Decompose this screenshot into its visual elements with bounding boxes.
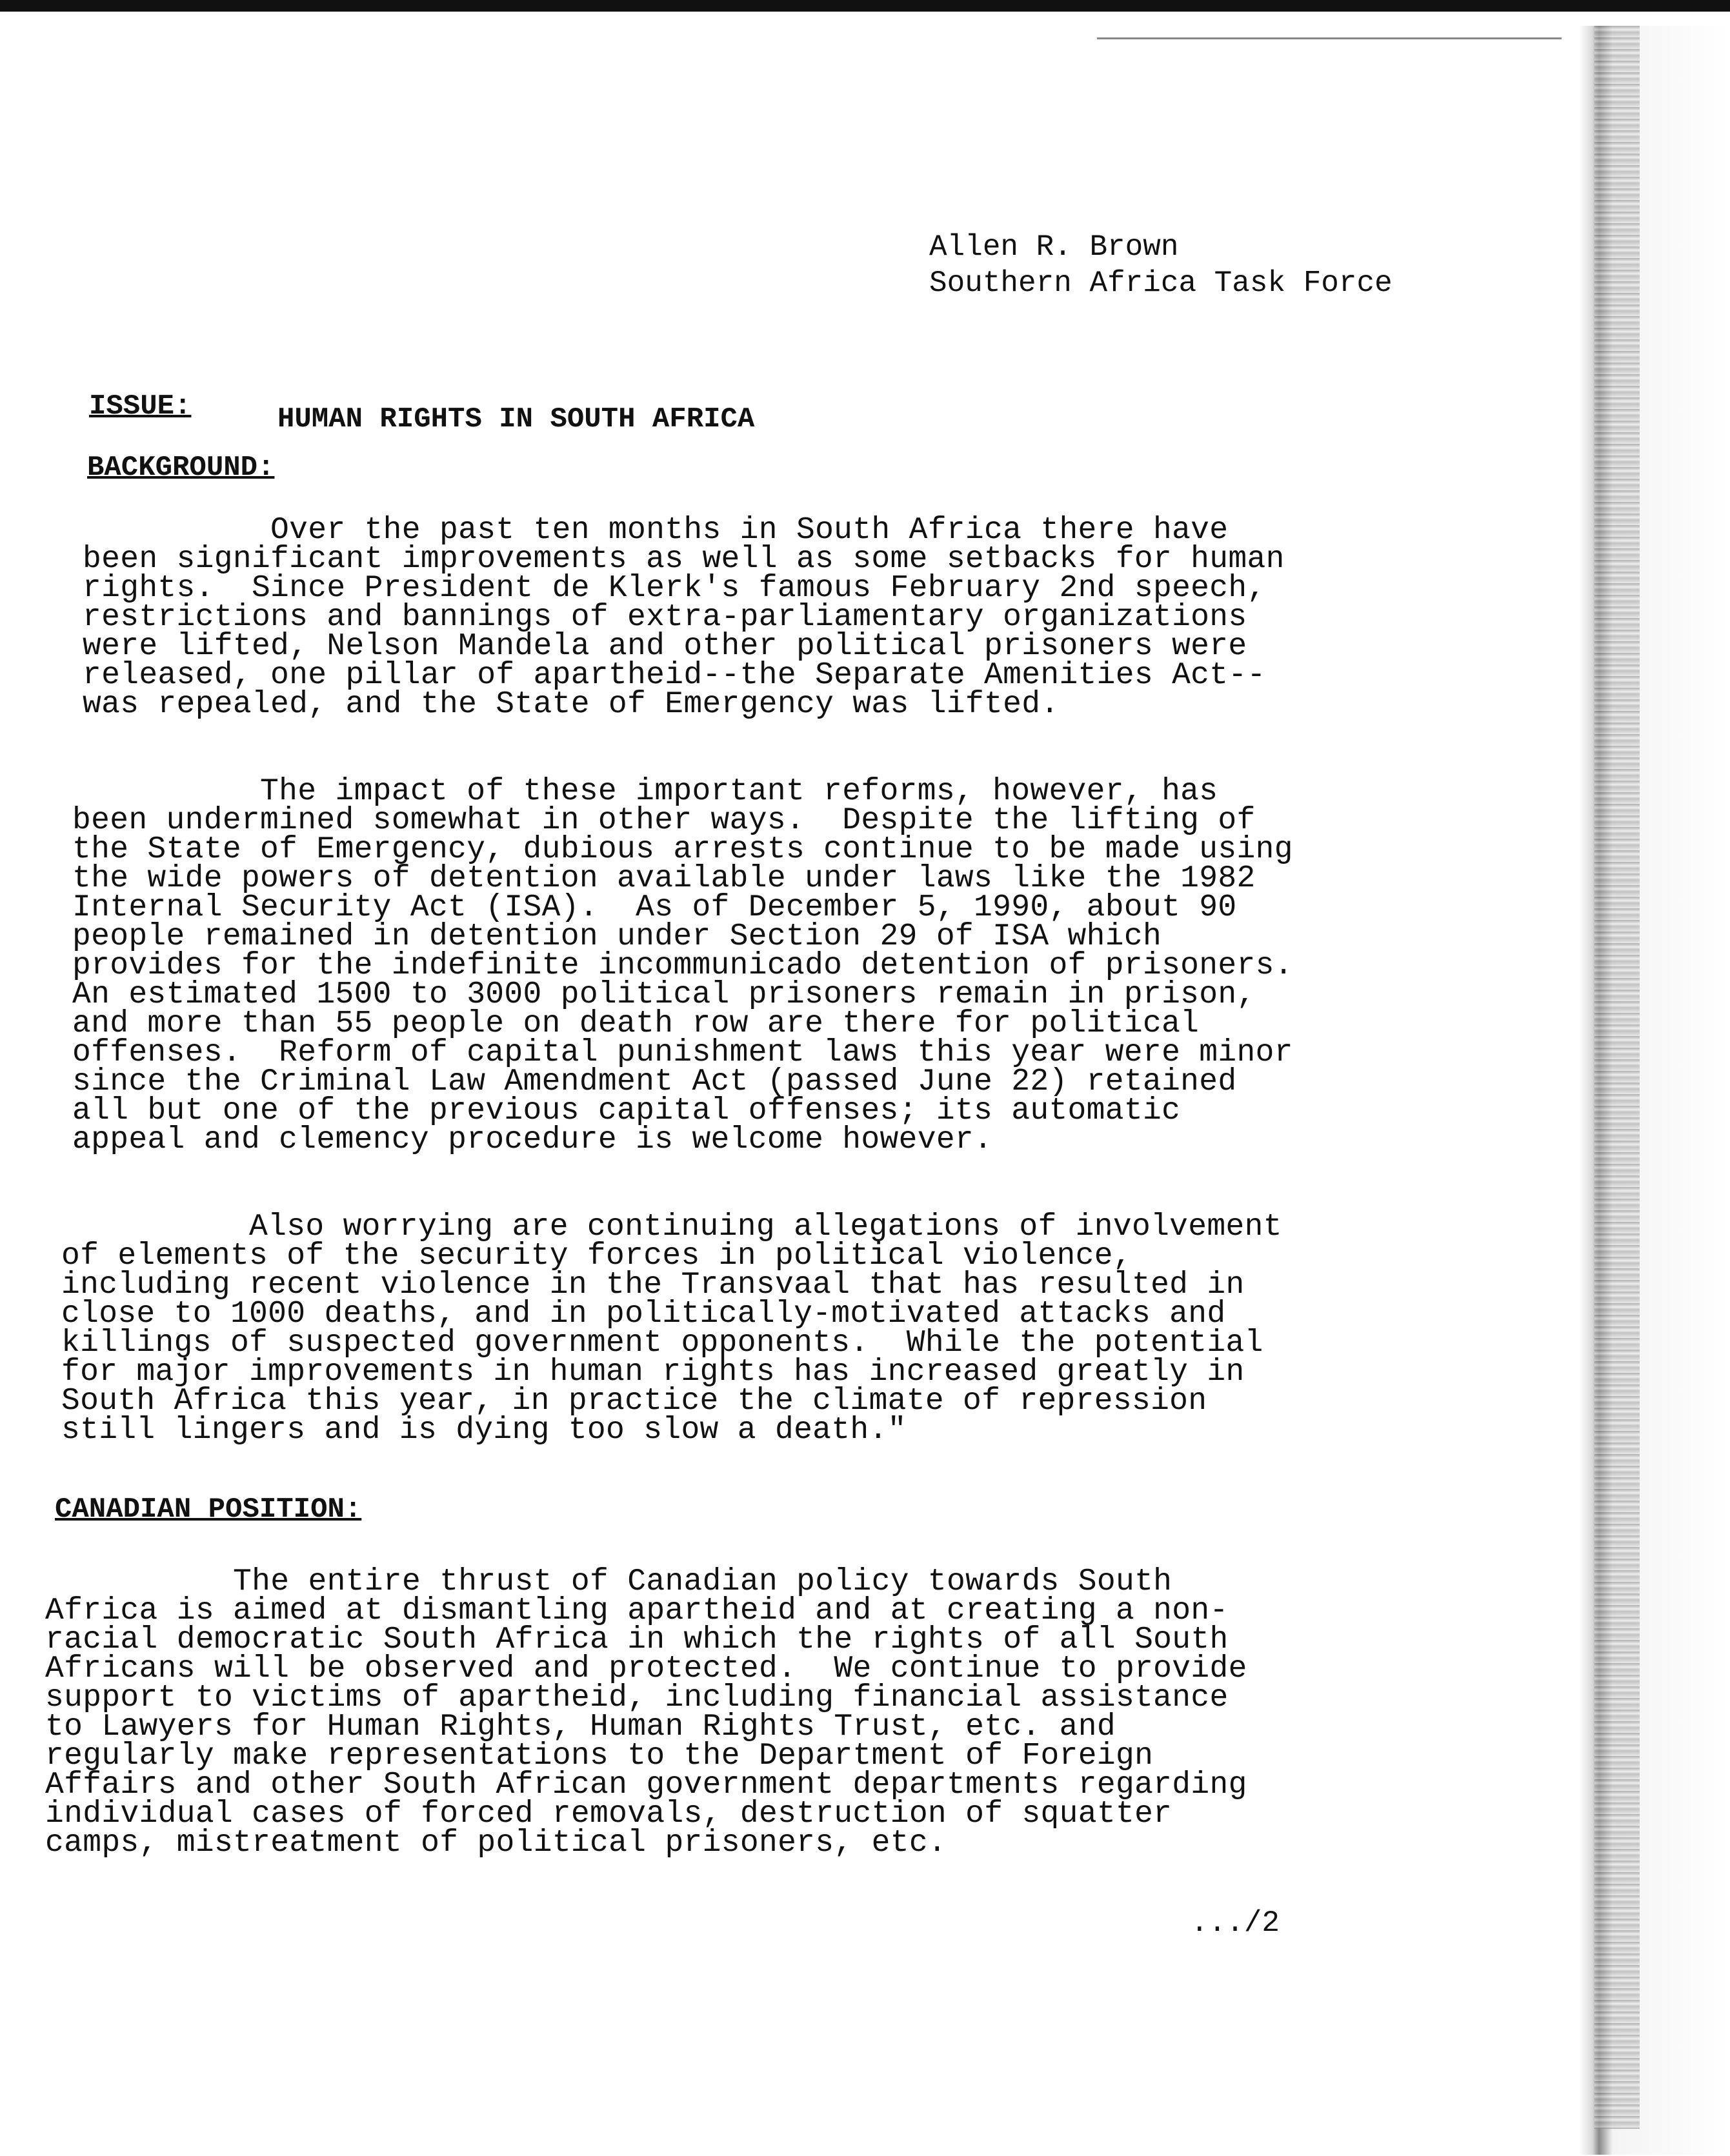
text-line: Also worrying are continuing allegations of involvement [61, 1210, 1282, 1244]
text-line: An estimated 1500 to 3000 political prisoners remain in prison, [72, 977, 1256, 1012]
text-line: to Lawyers for Human Rights, Human Rights Trust, etc. and [45, 1710, 1116, 1744]
text-line: the wide powers of detention available under laws like the 1982 [72, 861, 1256, 896]
text-line: rights. Since President de Klerk's famous February 2nd speech, [83, 571, 1266, 606]
text-line: camps, mistreatment of political prisoners, etc. [45, 1826, 947, 1861]
text-line: been undermined somewhat in other ways. Despite the lifting of [72, 803, 1256, 838]
text-line: the State of Emergency, dubious arrests continue to be made using [72, 832, 1293, 867]
text-line: released, one pillar of apartheid--the Separate Amenities Act-- [83, 658, 1266, 693]
text-line: support to victims of apartheid, including financial assistance [45, 1681, 1229, 1715]
page-edge-shadow [1562, 26, 1730, 2155]
text-line: for major improvements in human rights has increased greatly in [61, 1355, 1245, 1390]
background-paragraph-2 [72, 774, 1337, 1157]
binder-edge [1594, 26, 1640, 2129]
text-line: individual cases of forced removals, destruction of squatter [45, 1797, 1172, 1832]
text-line: Affairs and other South African government departments regarding [45, 1768, 1247, 1802]
text-line: offenses. Reform of capital punishment laws this year were minor [72, 1035, 1293, 1070]
text-line: killings of suspected government opponents. While the potential [61, 1326, 1263, 1361]
text-line: including recent violence in the Transvaal that has resulted in [61, 1268, 1245, 1303]
scan-top-border [0, 0, 1730, 12]
text-line: people remained in detention under Section 29 of ISA which [72, 919, 1162, 954]
canadian-position-paragraph [45, 1564, 1310, 1861]
text-line: South Africa this year, in practice the climate of repression [61, 1384, 1207, 1419]
text-line: close to 1000 deaths, and in politically-motivated attacks and [61, 1297, 1226, 1332]
text-line: racial democratic South Africa in which the rights of all South [45, 1622, 1229, 1657]
issue-label: ISSUE: [89, 390, 192, 423]
text-line: The entire thrust of Canadian policy towards South [45, 1564, 1172, 1599]
page-continuation-marker: .../2 [1191, 1906, 1280, 1940]
issue-title: HUMAN RIGHTS IN SOUTH AFRICA [277, 403, 755, 435]
background-paragraph-3 [61, 1210, 1326, 1448]
background-heading: BACKGROUND: [87, 452, 275, 484]
text-line: all but one of the previous capital offenses; its automatic [72, 1093, 1181, 1128]
text-line: restrictions and bannings of extra-parliamentary organizations [83, 600, 1247, 635]
text-line: were lifted, Nelson Mandela and other political prisoners were [83, 629, 1247, 664]
text-line: appeal and clemency procedure is welcome however. [72, 1123, 993, 1157]
background-paragraph-1 [83, 513, 1347, 722]
text-line: of elements of the security forces in political violence, [61, 1239, 1132, 1273]
text-line: been significant improvements as well as some setbacks for human [83, 542, 1285, 577]
text-line: provides for the indefinite incommunicado detention of prisoners. [72, 948, 1293, 983]
text-line: regularly make representations to the Department of Foreign [45, 1739, 1154, 1773]
scan-top-mark [1097, 37, 1562, 39]
text-line: Internal Security Act (ISA). As of December 5, 1990, about 90 [72, 890, 1237, 925]
text-line: The impact of these important reforms, however, has [72, 774, 1218, 809]
text-line: Africans will be observed and protected. We continue to provide [45, 1652, 1247, 1686]
text-line: since the Criminal Law Amendment Act (passed June 22) retained [72, 1064, 1237, 1099]
text-line: still lingers and is dying too slow a death." [61, 1413, 907, 1448]
text-line: and more than 55 people on death row are there for political [72, 1006, 1200, 1041]
text-line: Over the past ten months in South Africa there have [83, 513, 1229, 548]
text-line: was repealed, and the State of Emergency was lifted. [83, 687, 1060, 722]
author-name: Allen R. Brown [929, 230, 1179, 264]
text-line: Africa is aimed at dismantling apartheid and at creating a non- [45, 1593, 1229, 1628]
author-block [929, 229, 1393, 301]
author-unit: Southern Africa Task Force [929, 266, 1393, 300]
canadian-position-heading: CANADIAN POSITION: [55, 1493, 362, 1526]
